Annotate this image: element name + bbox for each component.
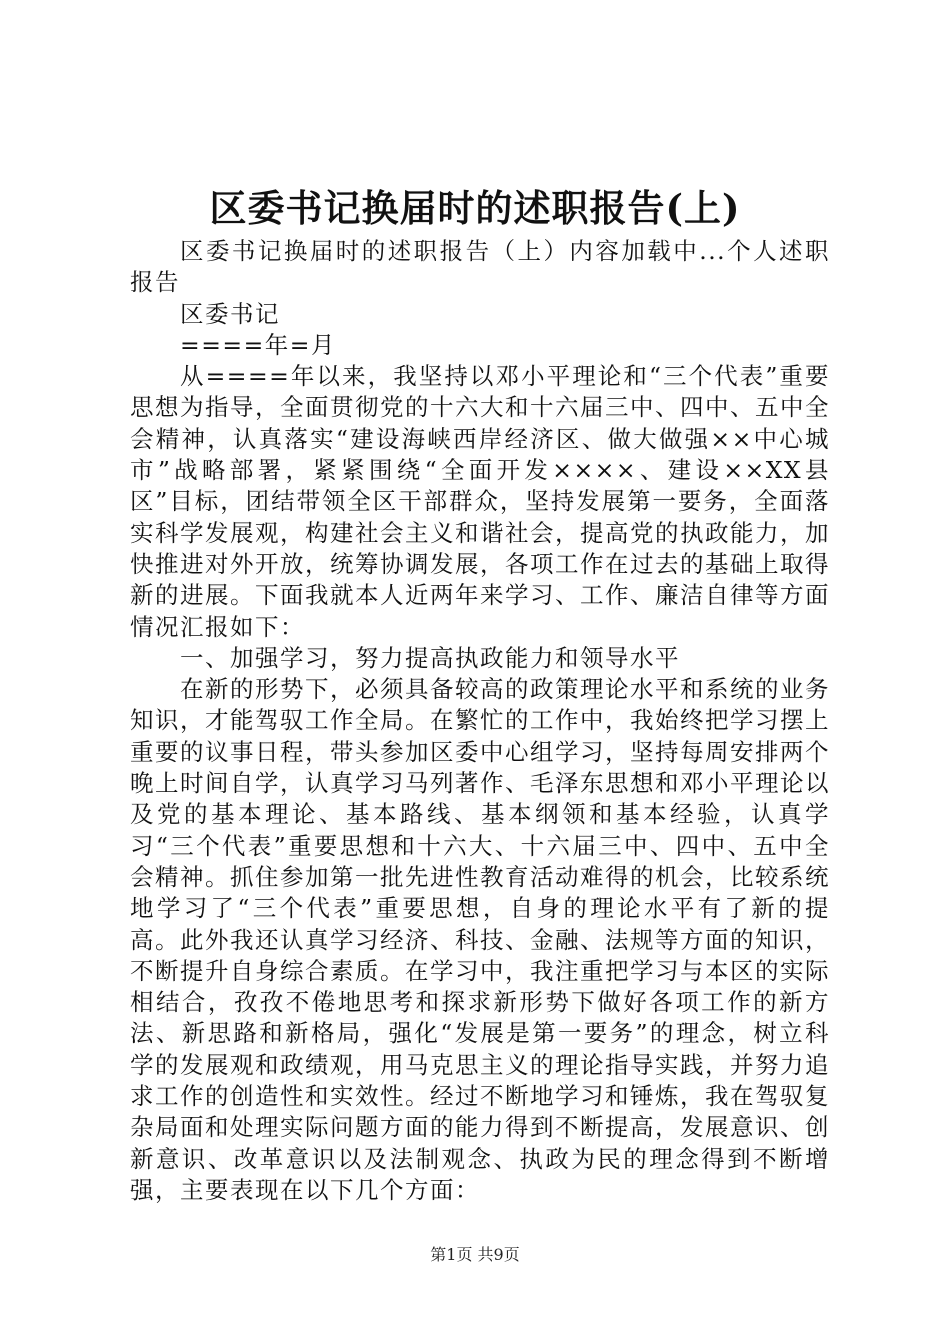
paragraph-study: 在新的形势下，必须具备较高的政策理论水平和系统的业务知识，才能驾驭工作全局。在繁忙的工作中，我始终把学习摆上重要的议事日程，带头参加区委中心组学习，坚持每周安排两个晚上时间自学，认真学习马列著作、毛泽东思想和邓小平理论以及党的基本理论、基本路线、基本纲领和基本经验，认真学习“三个代表”重要思想和十六大、十六届三中、四中、五中全会精神。抓住参加第一批先进性教育活动难得的机会，比较系统地学习了“三个代表”重要思想，自身的理论水平有了新的提高。此外我还认真学习经济、科技、金融、法规等方面的知识，不断提升自身综合素质。在学习中，我注重把学习与本区的实际相结合，孜孜不倦地思考和探求新形势下做好各项工作的新方法、新思路和新格局，强化“发展是第一要务”的理念，树立科学的发展观和政绩观，用马克思主义的理论指导实践，并努力追求工作的创造性和实效性。经过不断地学习和锤炼，我在驾驭复杂局面和处理实际问题方面的能力得到不断提高，发展意识、创新意识、改革意识以及法制观念、执政为民的理念得到不断增强，主要表现在以下几个方面： <box>130 675 830 1204</box>
paragraph-intro: 区委书记换届时的述职报告（上）内容加载中...个人述职报告 <box>130 237 830 297</box>
section-heading-1: 一、加强学习，努力提高执政能力和领导水平 <box>180 643 680 672</box>
paragraph-author: 区委书记 <box>180 299 280 328</box>
document-title: 区委书记换届时的述职报告(上) <box>209 186 741 230</box>
document-body <box>130 236 830 1206</box>
page-footer: 第1页 共9页 <box>430 1245 520 1264</box>
paragraph-date: ====年=月 <box>180 330 336 359</box>
paragraph-overview: 从====年以来，我坚持以邓小平理论和“三个代表”重要思想为指导，全面贯彻党的十六大和十六届三中、四中、五中全会精神，认真落实“建设海峡西岸经济区、做大做强××中心城市”战略部署，紧紧围绕“全面开发××××、建设××XX县区”目标，团结带领全区干部群众，坚持发展第一要务，全面落实科学发展观，构建社会主义和谐社会，提高党的执政能力，加快推进对外开放，统筹协调发展，各项工作在过去的基础上取得新的进展。下面我就本人近两年来学习、工作、廉洁自律等方面情况汇报如下： <box>130 362 830 641</box>
